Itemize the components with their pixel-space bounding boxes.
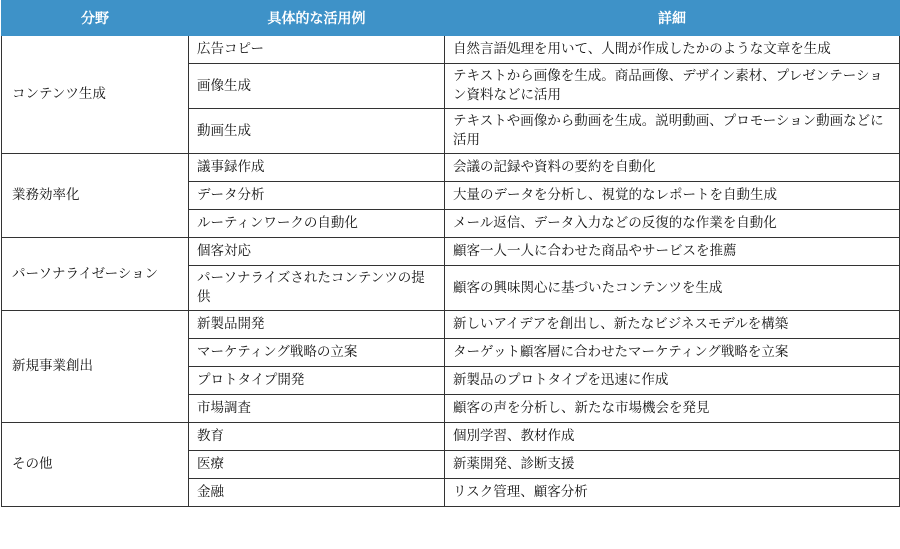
example-cell: 議事録作成 <box>189 154 445 182</box>
category-cell: 業務効率化 <box>2 154 189 238</box>
table-row <box>2 311 900 339</box>
detail-cell: 新薬開発、診断支援 <box>445 451 900 479</box>
category-cell: その他 <box>2 423 189 507</box>
header-detail: 詳細 <box>445 1 900 36</box>
detail-cell: 自然言語処理を用いて、人間が作成したかのような文章を生成 <box>445 36 900 64</box>
detail-cell: メール返信、データ入力などの反復的な作業を自動化 <box>445 210 900 238</box>
example-cell: 画像生成 <box>189 64 445 109</box>
header-example: 具体的な活用例 <box>189 1 445 36</box>
detail-cell: 新しいアイデアを創出し、新たなビジネスモデルを構築 <box>445 311 900 339</box>
example-cell: 動画生成 <box>189 109 445 154</box>
example-cell: プロトタイプ開発 <box>189 367 445 395</box>
detail-cell: 顧客の声を分析し、新たな市場機会を発見 <box>445 395 900 423</box>
detail-cell: テキストや画像から動画を生成。説明動画、プロモーション動画などに活用 <box>445 109 900 154</box>
detail-cell: 顧客の興味関心に基づいたコンテンツを生成 <box>445 266 900 311</box>
example-cell: 市場調査 <box>189 395 445 423</box>
example-cell: データ分析 <box>189 182 445 210</box>
detail-cell: 新製品のプロトタイプを迅速に作成 <box>445 367 900 395</box>
category-cell: パーソナライゼーション <box>2 238 189 311</box>
detail-cell: 大量のデータを分析し、視覚的なレポートを自動生成 <box>445 182 900 210</box>
detail-cell: 会議の記録や資料の要約を自動化 <box>445 154 900 182</box>
example-cell: 広告コピー <box>189 36 445 64</box>
ai-use-case-table <box>1 0 900 507</box>
detail-cell: リスク管理、顧客分析 <box>445 479 900 507</box>
example-cell: 教育 <box>189 423 445 451</box>
table-row <box>2 154 900 182</box>
table-row <box>2 36 900 64</box>
table-row <box>2 423 900 451</box>
example-cell: マーケティング戦略の立案 <box>189 339 445 367</box>
detail-cell: テキストから画像を生成。商品画像、デザイン素材、プレゼンテーション資料などに活用 <box>445 64 900 109</box>
example-cell: 個客対応 <box>189 238 445 266</box>
category-cell: コンテンツ生成 <box>2 36 189 154</box>
detail-cell: ターゲット顧客層に合わせたマーケティング戦略を立案 <box>445 339 900 367</box>
example-cell: 医療 <box>189 451 445 479</box>
detail-cell: 顧客一人一人に合わせた商品やサービスを推薦 <box>445 238 900 266</box>
example-cell: 新製品開発 <box>189 311 445 339</box>
table-row <box>2 238 900 266</box>
detail-cell: 個別学習、教材作成 <box>445 423 900 451</box>
category-cell: 新規事業創出 <box>2 311 189 423</box>
table-header-row <box>2 1 900 36</box>
example-cell: 金融 <box>189 479 445 507</box>
header-field: 分野 <box>2 1 189 36</box>
example-cell: パーソナライズされたコンテンツの提供 <box>189 266 445 311</box>
example-cell: ルーティンワークの自動化 <box>189 210 445 238</box>
